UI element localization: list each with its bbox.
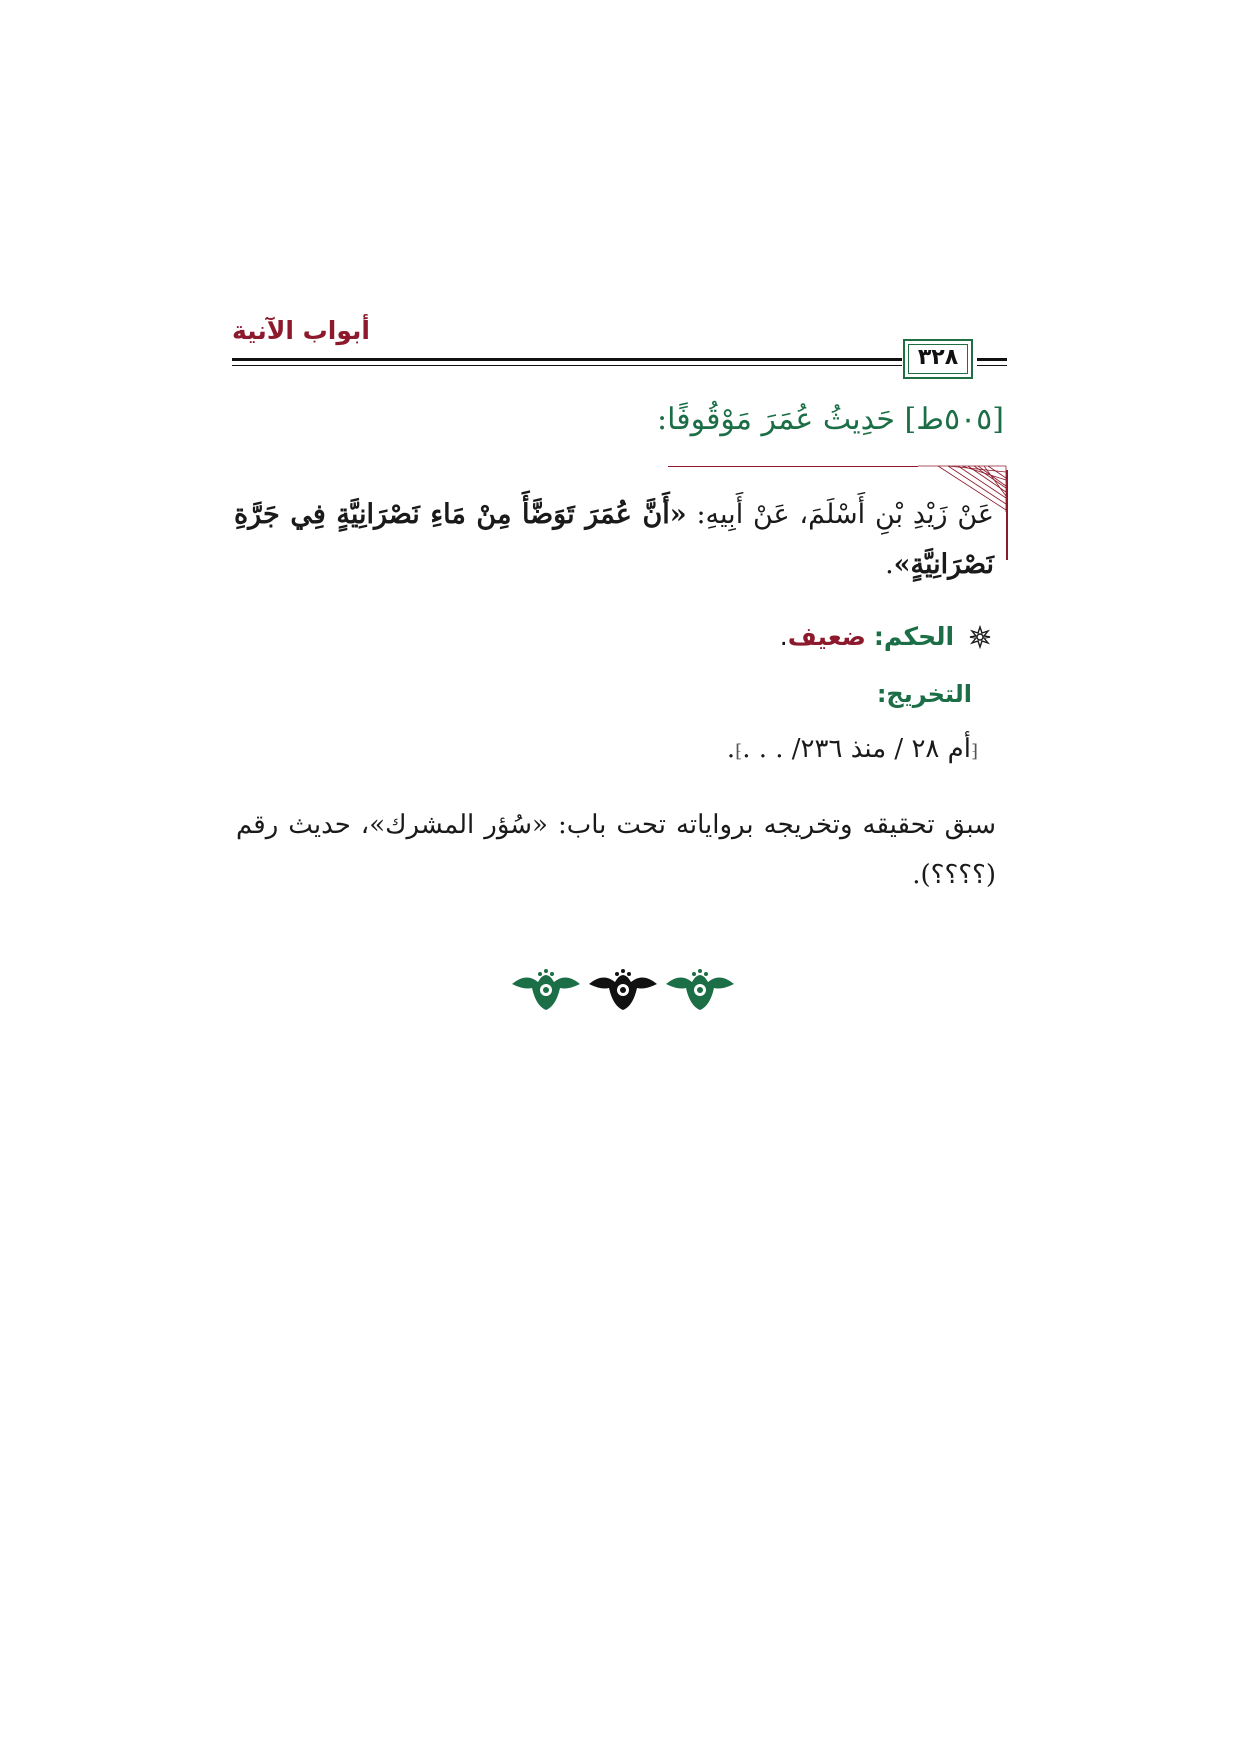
quote-top-rule [668,466,918,467]
header-rule-thin [232,365,902,366]
verdict-value: ضعيف [787,622,866,651]
header-rule-right-thin [977,365,1007,366]
body-paragraph: سبق تحقيقه وتخريجه برواياته تحت باب: «سُؤر المشرك»، حديث رقم (؟؟؟؟). [236,810,996,890]
quote-side-rule [1006,470,1008,560]
close-bracket-icon: ⁆ [735,741,743,762]
verdict-label: الحكم: [873,622,955,651]
header-rule-right [977,358,1007,361]
page-number: ٣٢٨ [917,345,959,370]
hadith-isnad: عَنْ زَيْدِ بْنِ أَسْلَمَ، عَنْ أَبِيهِ: [686,499,994,530]
reference-line: ⁅أم ٢٨ / منذ ٢٣٦/ . . .⁆. [726,734,978,764]
hadith-heading: [٥٠٥ط] حَدِيثُ عُمَرَ مَوْقُوفًا: [656,402,1004,437]
takhrij-label: التخريج: [876,680,972,708]
flower-bullet-icon [968,625,992,649]
section-end-ornament-icon [508,960,738,1020]
hadith-text [234,490,994,590]
page-number-frame [903,339,973,379]
hadith-end: . [885,549,894,580]
reference-text: أم ٢٨ / منذ ٢٣٦/ . . . [742,734,971,764]
header-rule [232,358,902,361]
hadith-matn: «أَنَّ عُمَرَ تَوَضَّأَ مِنْ مَاءِ نَصْرَانِيَّةٍ فِي جَرَّةِ نَصْرَانِيَّةٍ» [234,499,994,580]
chapter-title: أبواب الآنية [232,316,370,345]
verdict-end: . [779,622,788,651]
verdict-line [780,622,992,651]
open-bracket-icon: ⁅ [970,741,978,762]
